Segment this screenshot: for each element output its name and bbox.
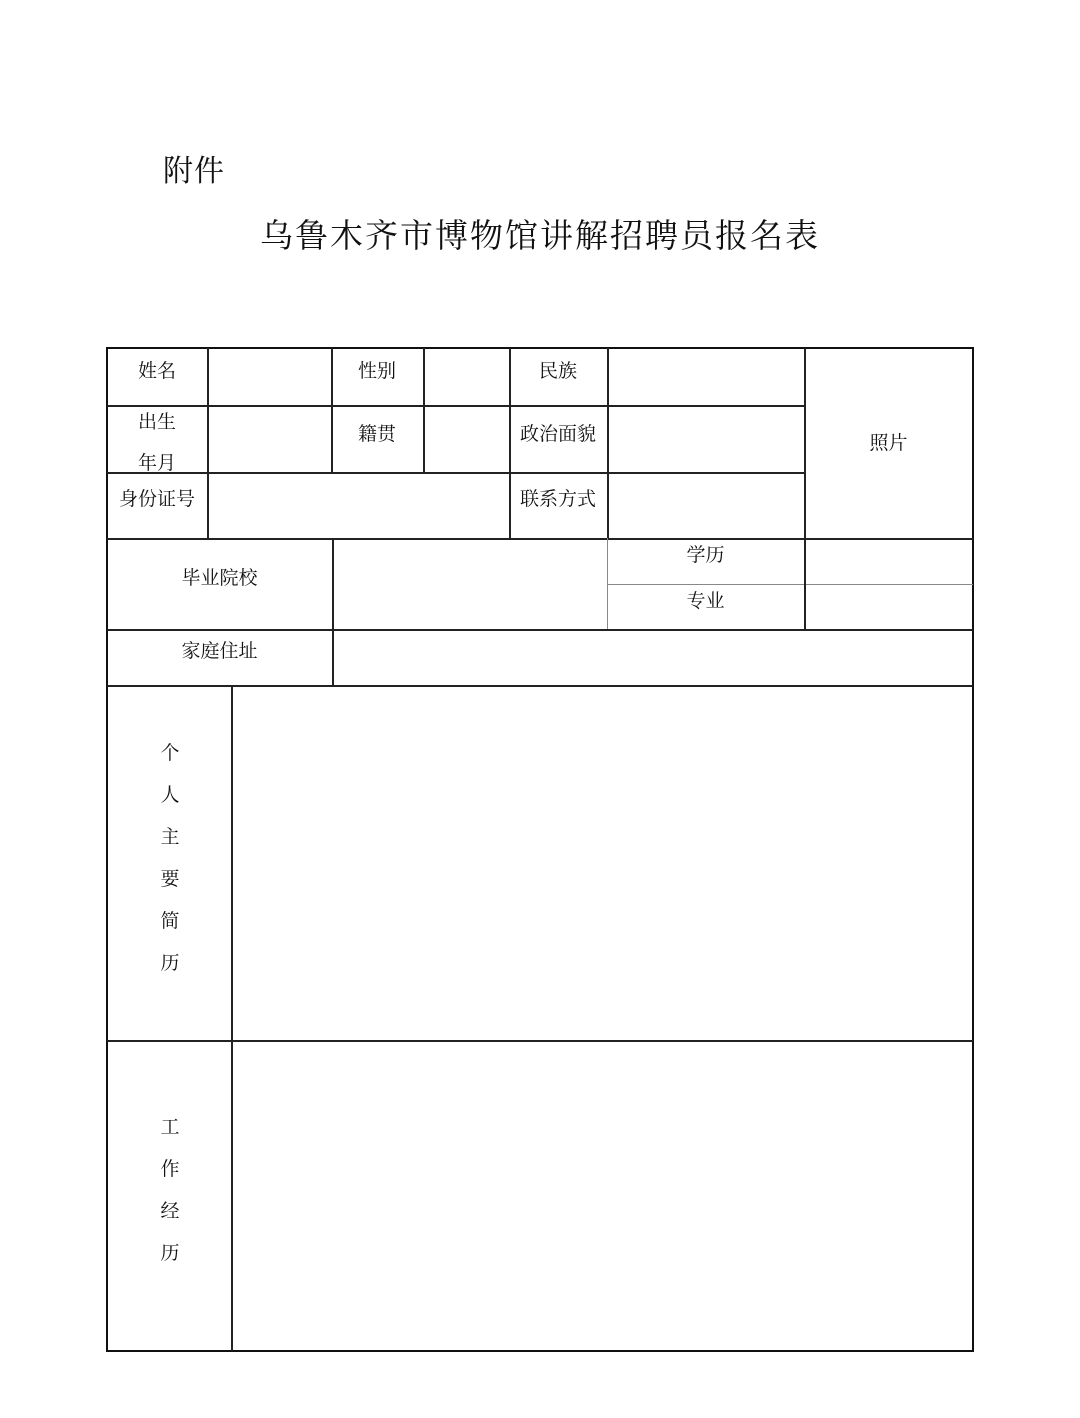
resume-label: 个 人 主 要 简 历: [160, 742, 180, 974]
id-number-label: 身份证号: [118, 488, 195, 510]
education-label: 学历: [686, 544, 725, 566]
birth-label-line1: 出生: [137, 411, 176, 433]
id-number-field[interactable]: [209, 474, 508, 537]
address-label: 家庭住址: [181, 640, 258, 662]
major-field[interactable]: [806, 586, 972, 628]
birth-field[interactable]: [209, 407, 330, 471]
contact-label: 联系方式: [519, 488, 596, 510]
major-label: 专业: [686, 590, 725, 612]
school-field[interactable]: [334, 540, 606, 628]
native-place-field[interactable]: [425, 407, 508, 471]
school-label: 毕业院校: [181, 567, 258, 589]
attachment-label: 附件: [163, 154, 225, 189]
work-experience-field[interactable]: [233, 1042, 972, 1350]
contact-field[interactable]: [609, 474, 803, 537]
photo-field[interactable]: [806, 350, 972, 537]
gender-label: 性别: [357, 360, 396, 382]
form-title: 乌鲁木齐市博物馆讲解招聘员报名表: [260, 216, 820, 255]
photo-label: 照片: [869, 432, 908, 454]
ethnicity-label: 民族: [538, 360, 577, 382]
ethnicity-field[interactable]: [609, 350, 803, 404]
gender-field[interactable]: [425, 350, 508, 404]
address-field[interactable]: [334, 631, 972, 684]
political-status-label: 政治面貌: [519, 423, 596, 445]
native-place-label: 籍贯: [357, 423, 396, 445]
resume-field[interactable]: [233, 687, 972, 1039]
education-field[interactable]: [806, 540, 972, 583]
name-field[interactable]: [209, 350, 330, 404]
birth-label-line2: 年月: [137, 452, 176, 474]
name-label: 姓名: [137, 360, 176, 382]
work-experience-label: 工 作 经 历: [160, 1116, 180, 1264]
row-divider: [607, 584, 973, 585]
political-status-field[interactable]: [609, 407, 803, 471]
